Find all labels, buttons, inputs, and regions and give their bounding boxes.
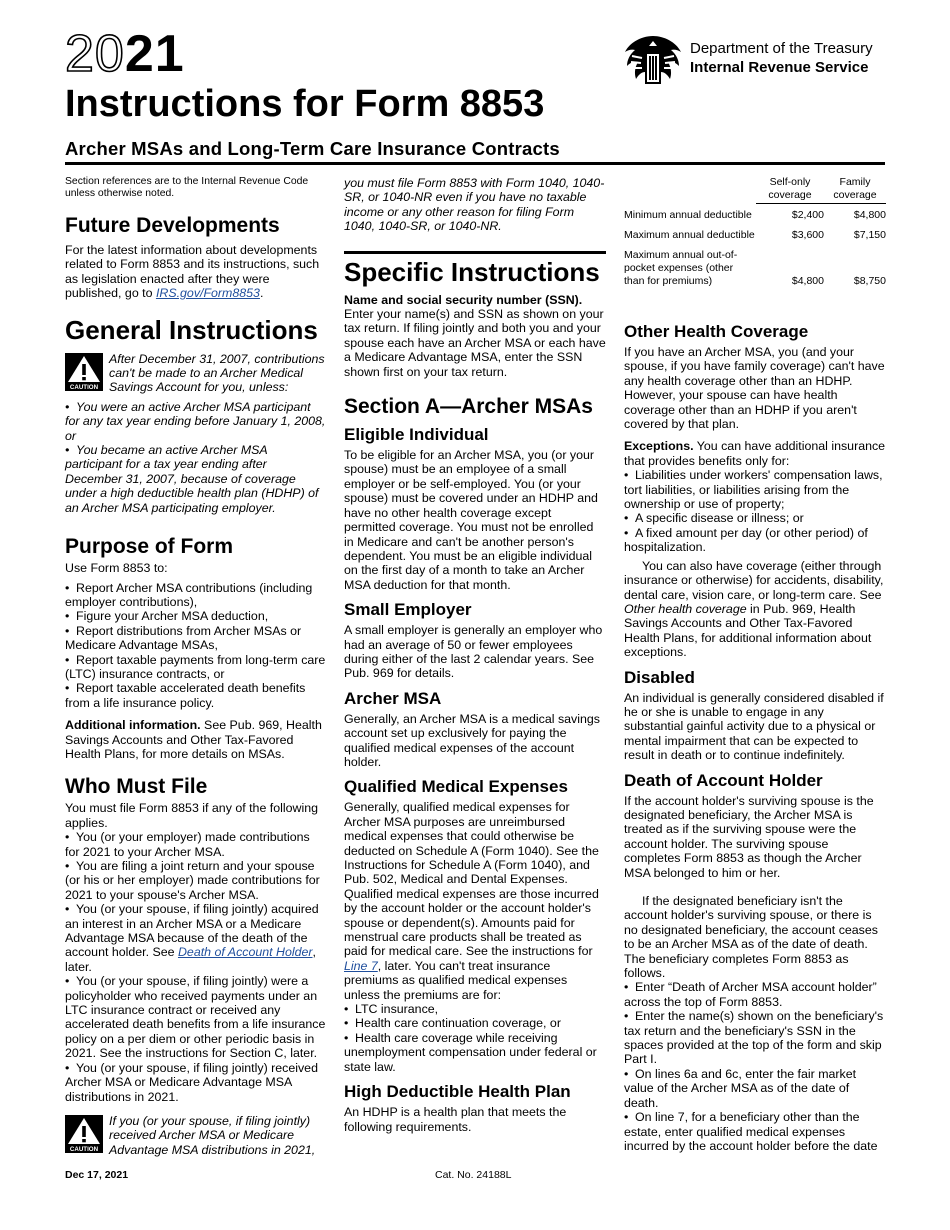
who-item: • You (or your employer) made contributions for 2021 to your Archer MSA. [65,830,327,859]
eligible-individual-heading: Eligible Individual [344,425,489,445]
purpose-item: • Report taxable accelerated death benefits from a life insurance policy. [65,681,327,710]
purpose-item: • Report taxable payments from long-term care (LTC) insurance contracts, or [65,653,327,682]
column-right [624,176,886,1153]
agency-name: Internal Revenue Service [690,59,869,76]
archer-msa-text: Generally, an Archer MSA is a medical savings account set up exclusively for paying the qualified medical expenses of the account holder. [344,711,600,769]
purpose-item: • Figure your Archer MSA deduction, [65,609,327,623]
future-developments-text: For the latest information about developments related to Form 8853 and its instructions, such as legislation enacted after they were published, go to IRS.gov/Form8853. [65,243,320,301]
line-7-link[interactable]: Line 7 [344,958,378,973]
table-row: Maximum annual out-of-pocket expenses (other than for premiums) $4,800 $8,750 [624,249,886,287]
name-ssn-paragraph: Name and social security number (SSN). Enter your name(s) and SSN as shown on your tax return. If filing jointly and both you and your spouse each have an Archer MSA or each have a Medicare Advantage MSA, enter the SSN shown first on your tax return. [344,292,606,379]
revision-date: Dec 17, 2021 [65,1169,129,1181]
hdhp-heading: High Deductible Health Plan [344,1082,571,1102]
table-row: Maximum annual deductible $3,600 $7,150 [624,229,886,241]
death-of-account-holder-link[interactable]: Death of Account Holder [177,945,313,960]
caution-icon [65,1115,103,1153]
tax-year: 2021 [65,25,185,83]
purpose-of-form-heading: Purpose of Form [65,535,234,559]
other-health-coverage-heading: Other Health Coverage [624,322,809,341]
purpose-item: • Report distributions from Archer MSAs or Medicare Advantage MSAs, [65,624,327,653]
small-employer-heading: Small Employer [344,600,472,620]
who-item: • You (or your spouse, if filing jointly) were a policyholder who received payments under an LTC insurance contract or received any accelerated death benefits from a life insurance policy on a per diem or other periodic basis in 2021. See the instructions for Section C, later. [65,974,327,1060]
death-text-2: If the designated beneficiary isn't the account holder's surviving spouse, or there is no designated beneficiary, the account ceases to be an Archer MSA as of the date of death. The beneficiary completes Form 8853 as follows. [624,894,878,981]
page-subtitle: Archer MSAs and Long-Term Care Insurance Contracts [65,138,560,159]
exception-item: • A specific disease or illness; or [624,511,886,525]
premium-item: • LTC insurance, [344,1002,606,1016]
premium-item: • Health care continuation coverage, or [344,1016,606,1030]
eligible-individual-text: To be eligible for an Archer MSA, you (or your spouse) must be an employee of a small employer or be self-employed. You (or your spouse) must be covered under an HDHP and have no other health coverage except permitted coverage. You must not be enrolled in Medicare and can't be another person's dependent. You must be an eligible individual on the first day of a month to take an Archer MSA deduction for that month. [344,448,598,592]
table-header-family: Family coverage [824,176,886,206]
caution-bullet-2: • You became an active Archer MSA participant for a tax year ending after December 31, 2007, because of coverage under a high deductible health plan (HDHP) of an Archer MSA participating employer. [65,443,327,515]
caution-bullet-1: • You were an active Archer MSA participant for any tax year ending before January 1, 2008, or [65,400,327,443]
death-item: • On line 7, for a beneficiary other than the estate, enter qualified medical expenses incurred by the account holder before the date [624,1110,886,1153]
other-health-coverage-text: If you have an Archer MSA, you (and your spouse, if you have family coverage) can't have any health coverage other than an HDHP. However, your spouse can have health coverage other than an HDHP if you aren't covered by that plan. [624,345,885,432]
purpose-intro: Use Form 8853 to: [65,561,168,576]
death-text: If the account holder's surviving spouse is the designated beneficiary, the Archer MSA is treated as if the surviving spouse were the account holder. The surviving spouse completes Form 8853 as though the Archer MSA belonged to him or her. [624,793,874,880]
exception-item: • A fixed amount per day (or other period) of hospitalization. [624,526,886,555]
column-middle [344,176,606,1134]
irs-eagle-logo [622,32,684,88]
svg-text:CAUTION: CAUTION [69,1145,99,1153]
caution-note-1 [65,352,327,395]
additional-information: Additional information. See Pub. 969, Health Savings Accounts and Other Tax-Favored Health Plans, for more details on MSAs. [65,718,322,761]
section-a-heading: Section A—Archer MSAs [344,395,593,419]
who-item: • You (or your spouse, if filing jointly) received Archer MSA or Medicare Advantage MSA distributions in 2021. [65,1061,327,1104]
disabled-heading: Disabled [624,667,695,687]
qualified-medical-expenses-heading: Qualified Medical Expenses [344,777,568,797]
caution-note-2 [65,1114,327,1157]
future-developments-heading: Future Developments [65,214,280,237]
general-instructions-heading: General Instructions [65,314,318,345]
death-item: • Enter “Death of Archer MSA account holder” across the top of Form 8853. [624,980,886,1009]
caution-text-1: After December 31, 2007, contributions can't be made to an Archer Medical Savings Account for you, unless: [109,351,325,395]
caution-text-2: If you (or your spouse, if filing jointly) received Archer MSA or Medicare Advantage MSA distributions in 2021, [109,1113,316,1157]
also-coverage-text: You can also have coverage (either through insurance or otherwise) for accidents, disability, dental care, vision care, or long-term care. See Other health coverage in Pub. 969, Health Savings Accounts and Other Tax-Favored Health Plans, for additional information about exceptions. [624,558,884,660]
department-name: Department of the Treasury [690,40,873,57]
death-of-account-holder-heading: Death of Account Holder [624,770,823,790]
agency-block [622,32,873,88]
specific-instructions-heading: Specific Instructions [344,256,600,287]
purpose-item: • Report Archer MSA contributions (including employer contributions), [65,581,327,610]
irs-form-link[interactable]: IRS.gov/Form8853 [155,286,260,301]
caution-continuation: you must file Form 8853 with Form 1040, 1040-SR, or 1040-NR even if you have no taxable income or any other reason for filing Form 1040, 1040-SR, or 1040-NR. [344,176,605,234]
small-employer-text: A small employer is generally an employer who had an average of 50 or fewer employees during either of the last 2 calendar years. See Pub. 969 for details. [344,623,603,681]
who-must-file-heading: Who Must File [65,775,208,799]
header-divider [65,162,885,165]
premium-item: • Health care coverage while receiving unemployment compensation under federal or state law. [344,1031,606,1074]
archer-msa-heading: Archer MSA [344,688,442,708]
who-intro: You must file Form 8853 if any of the following applies. [65,801,318,830]
svg-text:CAUTION: CAUTION [69,383,99,391]
section-divider [344,251,606,254]
death-item: • Enter the name(s) shown on the beneficiary's tax return and the beneficiary's SSN in the spaces provided at the top of the form and skip Part I. [624,1009,886,1067]
table-row: Minimum annual deductible $2,400 $4,800 [624,209,886,221]
death-item: • On lines 6a and 6c, enter the fair market value of the Archer MSA as of the date of death. [624,1067,886,1110]
table-header-self: Self-only coverage [756,176,824,206]
who-item: • You are filing a joint return and your spouse (or his or her employer) made contributions for 2021 to your spouse's Archer MSA. [65,859,327,902]
disabled-text: An individual is generally considered disabled if he or she is unable to engage in any substantial gainful activity due to a physical or mental impairment that can be expected to result in death or to continue indefinitely. [624,690,884,763]
hdhp-text: An HDHP is a health plan that meets the following requirements. [344,1105,567,1134]
exception-item: • Liabilities under workers' compensation laws, tort liabilities, or liabilities arising from the ownership or use of property; [624,468,886,511]
qualified-medical-expenses-text: Generally, qualified medical expenses for Archer MSA purposes are unreimbursed medical expenses that could otherwise be deducted on Schedule A (Form 1040). See the Instructions for Schedule A (Form 1040), and Pub. 502, Medical and Dental Expenses. Qualified medical expenses are those incurred by the account holder or the account holder's spouse or dependent(s). Amounts paid for menstrual care products shall be treated as paid for medical care. See the instructions for Line 7, later. You can't treat insurance premiums as qualified medical expenses unless the premiums are for: [344,800,599,1002]
hdhp-requirements-table [624,176,886,292]
exceptions-paragraph: Exceptions. You can have additional insurance that provides benefits only for: [624,439,886,468]
catalog-number: Cat. No. 24188L [435,1169,512,1181]
column-left [65,176,327,1157]
section-references: Section references are to the Internal Revenue Code unless otherwise noted. [65,176,309,199]
page-title: Instructions for Form 8853 [65,83,545,125]
who-item: • You (or your spouse, if filing jointly) acquired an interest in an Archer MSA or a Medicare Advantage MSA because of the death of the account holder. See Death of Account Holder, later. [65,902,327,974]
caution-icon [65,353,103,391]
